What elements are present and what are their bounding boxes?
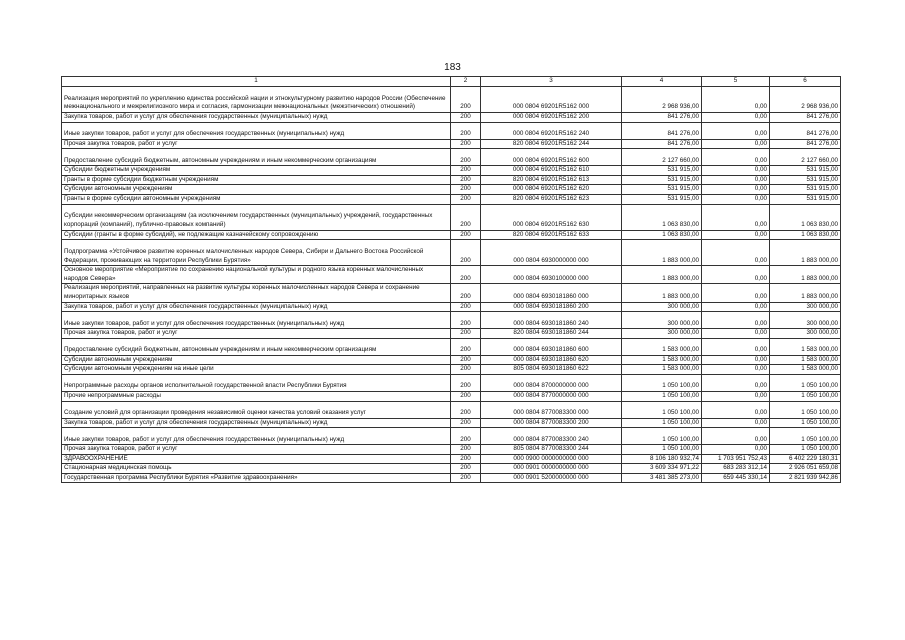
row-amount-executed: 683 283 312,14 xyxy=(702,464,770,474)
row-amount-remaining: 531 915,00 xyxy=(770,185,841,195)
row-classification-code: 000 0804 69201R5162 200 xyxy=(481,113,622,123)
row-code-line: 200 xyxy=(451,302,481,312)
row-description: Подпрограмма «Устойчивое развитие коренных малочисленных народов Севера, Сибири и Дальнего Востока Российской Федерации, проживающих на территории Республики Бурятия» xyxy=(62,240,451,266)
row-description: Гранты в форме субсидии автономным учреждениям xyxy=(62,194,451,204)
table-row xyxy=(62,194,841,204)
row-amount-remaining: 6 402 229 180,31 xyxy=(770,454,841,464)
row-amount-executed: 0,00 xyxy=(702,166,770,176)
table-row xyxy=(62,284,841,302)
row-classification-code: 000 0900 0000000000 000 xyxy=(481,454,622,464)
row-code-line: 200 xyxy=(451,374,481,391)
row-amount-remaining: 300 000,00 xyxy=(770,302,841,312)
row-amount-executed: 0,00 xyxy=(702,204,770,230)
row-description: Субсидии бюджетным учреждениям xyxy=(62,166,451,176)
row-code-line: 200 xyxy=(451,230,481,240)
page-number: 183 xyxy=(444,62,461,73)
row-amount-approved: 3 609 334 971,22 xyxy=(622,464,702,474)
row-amount-executed: 0,00 xyxy=(702,374,770,391)
row-amount-remaining: 1 583 000,00 xyxy=(770,355,841,365)
row-amount-remaining: 1 050 100,00 xyxy=(770,445,841,455)
row-description: Государственная программа Республики Бурятия «Развитие здравоохранения» xyxy=(62,473,451,483)
row-amount-remaining: 1 883 000,00 xyxy=(770,266,841,284)
row-description: Предоставление субсидий бюджетным, автономным учреждениям и иным некоммерческим организациям xyxy=(62,338,451,355)
row-amount-remaining: 531 915,00 xyxy=(770,194,841,204)
row-code-line: 200 xyxy=(451,284,481,302)
row-classification-code: 820 0804 69201R5162 633 xyxy=(481,230,622,240)
row-amount-remaining: 2 821 939 942,86 xyxy=(770,473,841,483)
row-amount-executed: 0,00 xyxy=(702,139,770,149)
row-amount-executed: 0,00 xyxy=(702,175,770,185)
table-body xyxy=(62,87,841,483)
row-code-line: 200 xyxy=(451,139,481,149)
column-header: 3 xyxy=(481,77,622,87)
row-code-line: 200 xyxy=(451,312,481,329)
table-row xyxy=(62,175,841,185)
row-amount-executed: 0,00 xyxy=(702,312,770,329)
column-header: 5 xyxy=(702,77,770,87)
row-classification-code: 805 0804 8770083300 244 xyxy=(481,445,622,455)
row-classification-code: 000 0804 69201R5162 240 xyxy=(481,122,622,139)
row-amount-approved: 1 050 100,00 xyxy=(622,418,702,428)
table-row xyxy=(62,454,841,464)
row-amount-executed: 0,00 xyxy=(702,149,770,166)
row-code-line: 200 xyxy=(451,240,481,266)
row-amount-executed: 0,00 xyxy=(702,266,770,284)
row-amount-approved: 1 063 830,00 xyxy=(622,204,702,230)
row-description: Субсидии (гранты в форме субсидий), не подлежащие казначейскому сопровождению xyxy=(62,230,451,240)
row-description: ЗДРАВООХРАНЕНИЕ xyxy=(62,454,451,464)
row-amount-approved: 8 106 180 932,74 xyxy=(622,454,702,464)
row-amount-approved: 841 276,00 xyxy=(622,113,702,123)
row-classification-code: 000 0901 0000000000 000 xyxy=(481,464,622,474)
row-code-line: 200 xyxy=(451,445,481,455)
row-code-line: 200 xyxy=(451,166,481,176)
row-description: Закупка товаров, работ и услуг для обеспечения государственных (муниципальных) нужд xyxy=(62,113,451,123)
row-amount-approved: 2 127 660,00 xyxy=(622,149,702,166)
row-amount-executed: 0,00 xyxy=(702,240,770,266)
row-amount-approved: 1 050 100,00 xyxy=(622,445,702,455)
table-row xyxy=(62,355,841,365)
row-code-line: 200 xyxy=(451,454,481,464)
row-code-line: 200 xyxy=(451,113,481,123)
row-amount-executed: 0,00 xyxy=(702,391,770,401)
row-code-line: 200 xyxy=(451,391,481,401)
row-amount-remaining: 1 063 830,00 xyxy=(770,204,841,230)
row-amount-approved: 531 915,00 xyxy=(622,185,702,195)
row-description: Прочая закупка товаров, работ и услуг xyxy=(62,445,451,455)
row-description: Реализация мероприятий, направленных на развитие культуры коренных малочисленных народов Севера и сохранение миноритарных языков xyxy=(62,284,451,302)
row-description: Субсидии автономным учреждениям xyxy=(62,185,451,195)
row-amount-executed: 0,00 xyxy=(702,113,770,123)
row-amount-executed: 0,00 xyxy=(702,230,770,240)
row-amount-executed: 0,00 xyxy=(702,284,770,302)
row-amount-approved: 1 050 100,00 xyxy=(622,374,702,391)
row-amount-remaining: 2 926 051 659,08 xyxy=(770,464,841,474)
row-amount-approved: 1 883 000,00 xyxy=(622,240,702,266)
table-row xyxy=(62,113,841,123)
row-amount-executed: 0,00 xyxy=(702,428,770,445)
table-row xyxy=(62,266,841,284)
row-description: Закупка товаров, работ и услуг для обеспечения государственных (муниципальных) нужд xyxy=(62,302,451,312)
row-amount-executed: 1 703 951 752,43 xyxy=(702,454,770,464)
row-amount-executed: 0,00 xyxy=(702,338,770,355)
table-row xyxy=(62,122,841,139)
row-amount-remaining: 1 883 000,00 xyxy=(770,284,841,302)
row-description: Стационарная медицинская помощь xyxy=(62,464,451,474)
column-header: 2 xyxy=(451,77,481,87)
row-code-line: 200 xyxy=(451,122,481,139)
row-code-line: 200 xyxy=(451,194,481,204)
row-amount-remaining: 2 127 660,00 xyxy=(770,149,841,166)
row-classification-code: 000 0804 6930181860 200 xyxy=(481,302,622,312)
row-amount-executed: 0,00 xyxy=(702,445,770,455)
row-amount-approved: 531 915,00 xyxy=(622,194,702,204)
row-description: Иные закупки товаров, работ и услуг для обеспечения государственных (муниципальных) нужд xyxy=(62,122,451,139)
table-row xyxy=(62,204,841,230)
row-code-line: 200 xyxy=(451,329,481,339)
row-classification-code: 000 0804 69201R5162 610 xyxy=(481,166,622,176)
row-code-line: 200 xyxy=(451,365,481,375)
row-classification-code: 820 0804 69201R5162 244 xyxy=(481,139,622,149)
table-row xyxy=(62,139,841,149)
row-code-line: 200 xyxy=(451,204,481,230)
row-classification-code: 000 0804 6930000000 000 xyxy=(481,240,622,266)
row-amount-approved: 1 883 000,00 xyxy=(622,266,702,284)
row-code-line: 200 xyxy=(451,355,481,365)
row-amount-remaining: 1 583 000,00 xyxy=(770,365,841,375)
row-amount-executed: 0,00 xyxy=(702,355,770,365)
column-header: 6 xyxy=(770,77,841,87)
row-classification-code: 000 0804 69201R5162 600 xyxy=(481,149,622,166)
row-classification-code: 820 0804 69201R5162 623 xyxy=(481,194,622,204)
row-amount-approved: 300 000,00 xyxy=(622,302,702,312)
row-code-line: 200 xyxy=(451,428,481,445)
row-classification-code: 000 0804 8700000000 000 xyxy=(481,374,622,391)
row-amount-approved: 1 050 100,00 xyxy=(622,391,702,401)
row-amount-executed: 0,00 xyxy=(702,194,770,204)
row-code-line: 200 xyxy=(451,266,481,284)
row-amount-approved: 300 000,00 xyxy=(622,312,702,329)
row-description: Создание условий для организации проведения независимой оценки качества условий оказания услуг xyxy=(62,401,451,418)
row-classification-code: 000 0804 69201R5162 000 xyxy=(481,87,622,113)
row-amount-remaining: 300 000,00 xyxy=(770,312,841,329)
row-classification-code: 000 0804 69201R5162 630 xyxy=(481,204,622,230)
row-amount-remaining: 1 050 100,00 xyxy=(770,418,841,428)
row-classification-code: 000 0901 5200000000 000 xyxy=(481,473,622,483)
row-amount-approved: 1 050 100,00 xyxy=(622,428,702,445)
row-description: Субсидии автономным учреждениям xyxy=(62,355,451,365)
row-amount-remaining: 841 276,00 xyxy=(770,122,841,139)
row-classification-code: 820 0804 69201R5162 613 xyxy=(481,175,622,185)
row-description: Иные закупки товаров, работ и услуг для обеспечения государственных (муниципальных) нужд xyxy=(62,312,451,329)
table-row xyxy=(62,240,841,266)
row-description: Непрограммные расходы органов исполнительной государственной власти Республики Бурятия xyxy=(62,374,451,391)
row-amount-approved: 841 276,00 xyxy=(622,122,702,139)
table-row xyxy=(62,365,841,375)
row-amount-executed: 0,00 xyxy=(702,401,770,418)
row-amount-approved: 300 000,00 xyxy=(622,329,702,339)
row-amount-executed: 0,00 xyxy=(702,87,770,113)
row-description: Реализация мероприятий по укреплению единства российской нации и этнокультурному развитию народов России (Обеспечение межнационального и межрелигиозного мира и согласия, гармонизации межнациональных (межэтнических) отношений) xyxy=(62,87,451,113)
table-row xyxy=(62,312,841,329)
row-amount-approved: 1 583 000,00 xyxy=(622,355,702,365)
row-amount-approved: 1 583 000,00 xyxy=(622,365,702,375)
row-amount-remaining: 841 276,00 xyxy=(770,113,841,123)
row-amount-executed: 0,00 xyxy=(702,329,770,339)
row-amount-approved: 531 915,00 xyxy=(622,175,702,185)
row-description: Субсидии автономным учреждениям на иные цели xyxy=(62,365,451,375)
table-row xyxy=(62,87,841,113)
row-description: Предоставление субсидий бюджетным, автономным учреждениям и иным некоммерческим организациям xyxy=(62,149,451,166)
table-row xyxy=(62,338,841,355)
column-header: 4 xyxy=(622,77,702,87)
budget-table xyxy=(61,76,841,483)
table-row xyxy=(62,401,841,418)
row-amount-approved: 531 915,00 xyxy=(622,166,702,176)
row-amount-approved: 1 050 100,00 xyxy=(622,401,702,418)
row-code-line: 200 xyxy=(451,185,481,195)
table-header-row xyxy=(62,77,841,87)
row-amount-remaining: 1 583 000,00 xyxy=(770,338,841,355)
row-code-line: 200 xyxy=(451,473,481,483)
row-amount-remaining: 1 883 000,00 xyxy=(770,240,841,266)
row-description: Прочая закупка товаров, работ и услуг xyxy=(62,139,451,149)
row-classification-code: 000 0804 6930181860 000 xyxy=(481,284,622,302)
table-row xyxy=(62,464,841,474)
row-amount-executed: 0,00 xyxy=(702,302,770,312)
row-classification-code: 820 0804 6930181860 244 xyxy=(481,329,622,339)
table-row xyxy=(62,445,841,455)
row-amount-remaining: 531 915,00 xyxy=(770,175,841,185)
row-amount-remaining: 1 050 100,00 xyxy=(770,391,841,401)
row-classification-code: 000 0804 6930100000 000 xyxy=(481,266,622,284)
table-row xyxy=(62,302,841,312)
row-code-line: 200 xyxy=(451,175,481,185)
row-amount-approved: 841 276,00 xyxy=(622,139,702,149)
row-amount-remaining: 531 915,00 xyxy=(770,166,841,176)
row-amount-approved: 2 968 936,00 xyxy=(622,87,702,113)
row-amount-approved: 3 481 385 273,00 xyxy=(622,473,702,483)
table-row xyxy=(62,230,841,240)
row-amount-remaining: 300 000,00 xyxy=(770,329,841,339)
table-row xyxy=(62,428,841,445)
row-description: Субсидии некоммерческим организациям (за исключением государственных (муниципальных) учреждений, государственных корпораций (компаний), публично-правовых компаний) xyxy=(62,204,451,230)
column-header: 1 xyxy=(62,77,451,87)
row-description: Гранты в форме субсидии бюджетным учреждениям xyxy=(62,175,451,185)
row-classification-code: 805 0804 6930181860 622 xyxy=(481,365,622,375)
row-classification-code: 000 0804 69201R5162 620 xyxy=(481,185,622,195)
row-code-line: 200 xyxy=(451,338,481,355)
row-amount-approved: 1 063 830,00 xyxy=(622,230,702,240)
table-row xyxy=(62,329,841,339)
row-classification-code: 000 0804 8770083300 240 xyxy=(481,428,622,445)
table-row xyxy=(62,374,841,391)
row-amount-executed: 0,00 xyxy=(702,122,770,139)
row-classification-code: 000 0804 6930181860 600 xyxy=(481,338,622,355)
row-description: Закупка товаров, работ и услуг для обеспечения государственных (муниципальных) нужд xyxy=(62,418,451,428)
row-amount-executed: 0,00 xyxy=(702,418,770,428)
row-amount-approved: 1 883 000,00 xyxy=(622,284,702,302)
row-description: Прочая закупка товаров, работ и услуг xyxy=(62,329,451,339)
row-amount-executed: 0,00 xyxy=(702,185,770,195)
row-description: Иные закупки товаров, работ и услуг для обеспечения государственных (муниципальных) нужд xyxy=(62,428,451,445)
table-row xyxy=(62,418,841,428)
row-classification-code: 000 0804 6930181860 240 xyxy=(481,312,622,329)
table-row xyxy=(62,185,841,195)
table-row xyxy=(62,166,841,176)
row-amount-remaining: 1 063 830,00 xyxy=(770,230,841,240)
row-amount-remaining: 1 050 100,00 xyxy=(770,401,841,418)
row-amount-remaining: 2 968 936,00 xyxy=(770,87,841,113)
row-description: Прочие непрограммные расходы xyxy=(62,391,451,401)
row-classification-code: 000 0804 8770083300 200 xyxy=(481,418,622,428)
row-amount-executed: 0,00 xyxy=(702,365,770,375)
row-classification-code: 000 0804 8770000000 000 xyxy=(481,391,622,401)
table-row xyxy=(62,149,841,166)
row-code-line: 200 xyxy=(451,149,481,166)
row-code-line: 200 xyxy=(451,87,481,113)
row-amount-remaining: 1 050 100,00 xyxy=(770,428,841,445)
row-amount-remaining: 841 276,00 xyxy=(770,139,841,149)
row-classification-code: 000 0804 8770083300 000 xyxy=(481,401,622,418)
table-row xyxy=(62,391,841,401)
row-amount-approved: 1 583 000,00 xyxy=(622,338,702,355)
row-amount-executed: 659 445 330,14 xyxy=(702,473,770,483)
row-code-line: 200 xyxy=(451,464,481,474)
row-description: Основное мероприятие «Мероприятие по сохранению национальной культуры и родного языка коренных малочисленных народов Севера» xyxy=(62,266,451,284)
row-amount-remaining: 1 050 100,00 xyxy=(770,374,841,391)
row-code-line: 200 xyxy=(451,418,481,428)
row-code-line: 200 xyxy=(451,401,481,418)
table-row xyxy=(62,473,841,483)
row-classification-code: 000 0804 6930181860 620 xyxy=(481,355,622,365)
